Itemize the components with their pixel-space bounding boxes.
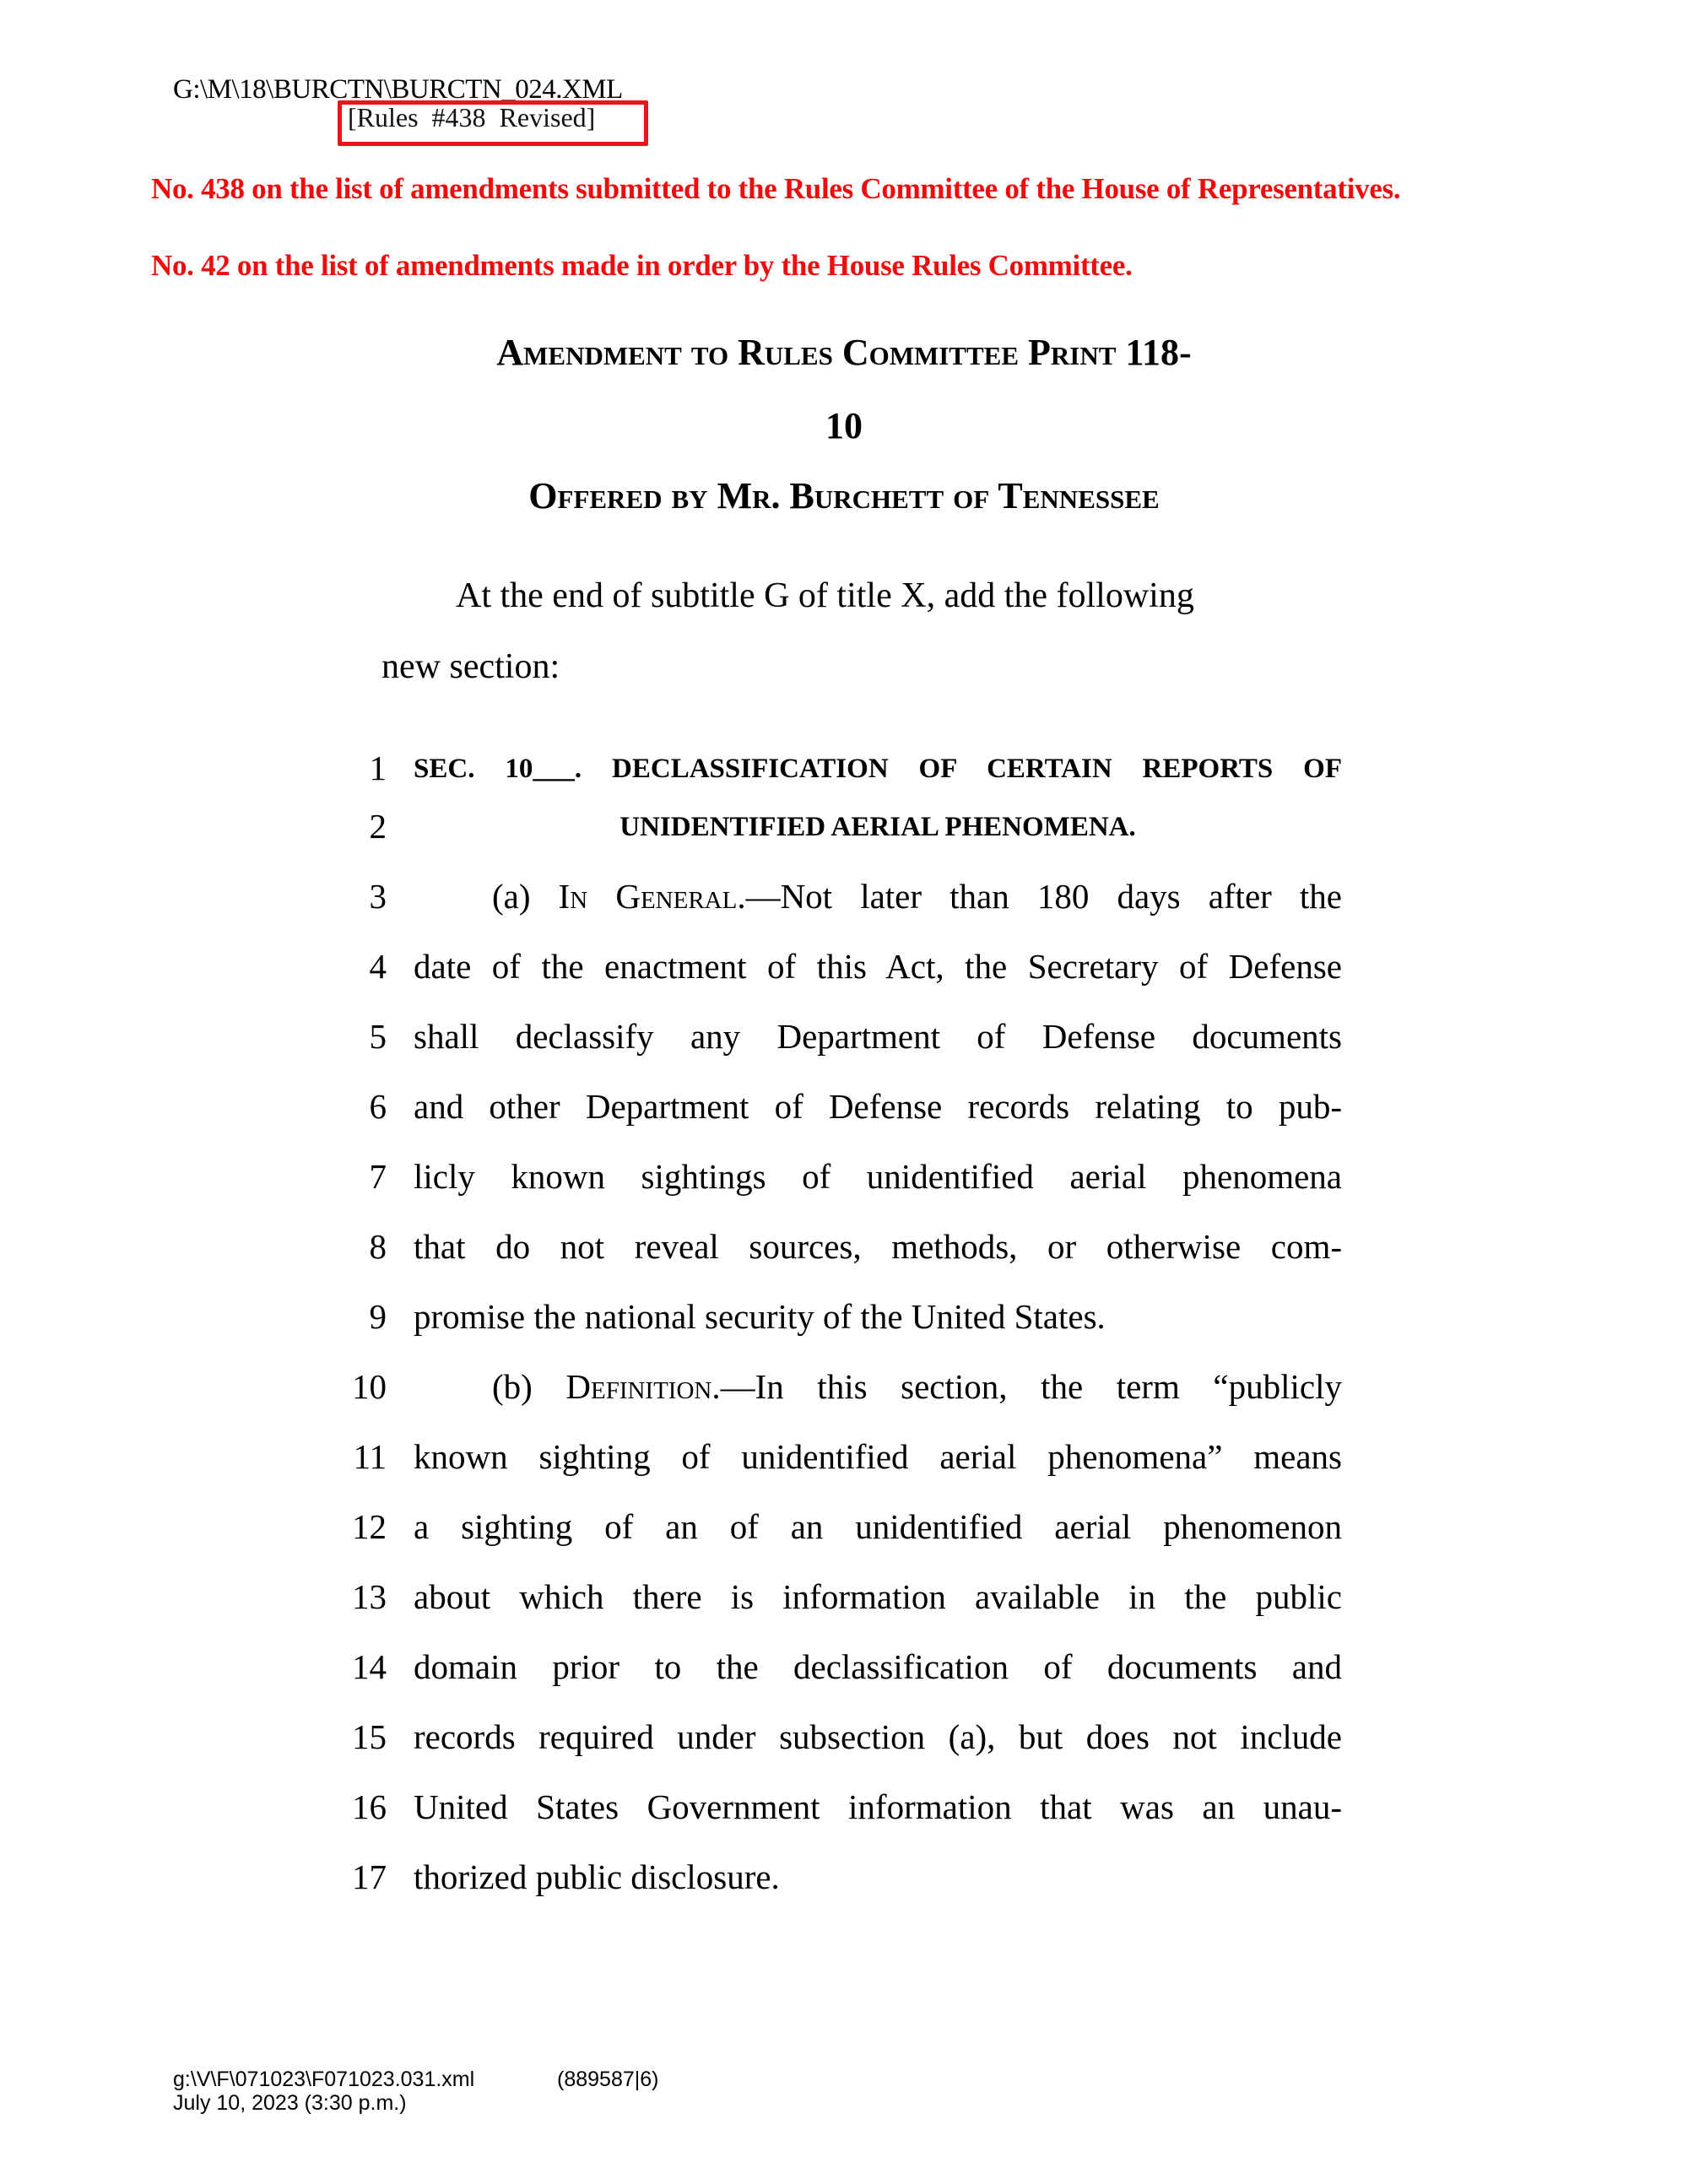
footer-date: July 10, 2023 (3:30 p.m.) (173, 2091, 407, 2115)
line-number: 3 (369, 877, 387, 916)
line-number: 6 (369, 1087, 387, 1126)
section-title-continued: UNIDENTIFIED AERIAL PHENOMENA. (619, 812, 1136, 842)
amendment-title-continued: 10 (825, 405, 863, 446)
subsection-heading: In General (558, 877, 738, 916)
line-text: known sighting of unidentified aerial phenomena” means (414, 1437, 1342, 1476)
footer-doc-id: (889587|6) (557, 2068, 659, 2091)
line-text: shall declassify any Department of Defense documents (414, 1017, 1342, 1056)
submitted-amendment-notice: No. 438 on the list of amendments submitted to the Rules Committee of the House of Representatives. (151, 172, 1401, 205)
line-text: licly known sightings of unidentified aerial phenomena (414, 1157, 1342, 1196)
file-path-header: G:\M\18\BURCTN\BURCTN_024.XML (173, 74, 623, 105)
subsection-label: (a) (492, 877, 559, 916)
amendment-title: Amendment to Rules Committee Print 118- (496, 332, 1192, 373)
line-number: 10 (352, 1367, 387, 1406)
rules-revision-label: [Rules #438 Revised] (348, 102, 596, 132)
line-number: 16 (352, 1787, 387, 1826)
line-number: 1 (369, 749, 387, 787)
instruction-line-2: new section: (381, 647, 560, 686)
line-text: records required under subsection (a), but does not include (414, 1717, 1342, 1756)
line-text: date of the enactment of this Act, the Secretary of Defense (414, 947, 1342, 986)
line-text: United States Government information that was an unau- (414, 1787, 1342, 1826)
section-title: DECLASSIFICATION OF CERTAIN REPORTS OF (612, 754, 1342, 784)
line-number: 8 (369, 1227, 387, 1266)
line-number: 4 (369, 947, 387, 986)
line-text: .—Not later than 180 days after the (737, 877, 1343, 916)
line-text: thorized public disclosure. (414, 1857, 780, 1896)
line-text: and other Department of Defense records relating to pub- (414, 1087, 1342, 1126)
line-number: 15 (352, 1717, 387, 1756)
made-in-order-notice: No. 42 on the list of amendments made in order by the House Rules Committee. (151, 249, 1133, 282)
line-number: 7 (369, 1157, 387, 1196)
line-number: 5 (369, 1017, 387, 1056)
line-number: 14 (352, 1647, 387, 1686)
line-text: promise the national security of the United States. (414, 1297, 1106, 1336)
line-number: 12 (352, 1507, 387, 1546)
section-heading (414, 754, 1342, 785)
line-text: .—In this section, the term “publicly (711, 1367, 1342, 1406)
line-number: 11 (353, 1437, 387, 1476)
section-number: SEC. 10___. (414, 754, 613, 784)
line-text: a sighting of an of an unidentified aerial phenomenon (414, 1507, 1342, 1546)
subsection-label: (b) (492, 1367, 566, 1406)
footer-file-path: g:\V\F\071023\F071023.031.xml (173, 2068, 475, 2091)
line-text: domain prior to the declassification of documents and (414, 1647, 1342, 1686)
instruction-line-1: At the end of subtitle G of title X, add the following (456, 576, 1194, 615)
line-number: 9 (369, 1297, 387, 1336)
subsection-heading: Definition (565, 1367, 712, 1406)
line-number: 2 (369, 807, 387, 846)
line-number: 13 (352, 1577, 387, 1616)
line-text: about which there is information available in the public (414, 1577, 1342, 1616)
subsection-a-line (492, 876, 1342, 916)
line-text: that do not reveal sources, methods, or otherwise com- (414, 1227, 1342, 1266)
offered-by-heading: Offered by Mr. Burchett of Tennessee (528, 475, 1160, 516)
line-number: 17 (352, 1857, 387, 1896)
subsection-b-line (492, 1366, 1342, 1407)
